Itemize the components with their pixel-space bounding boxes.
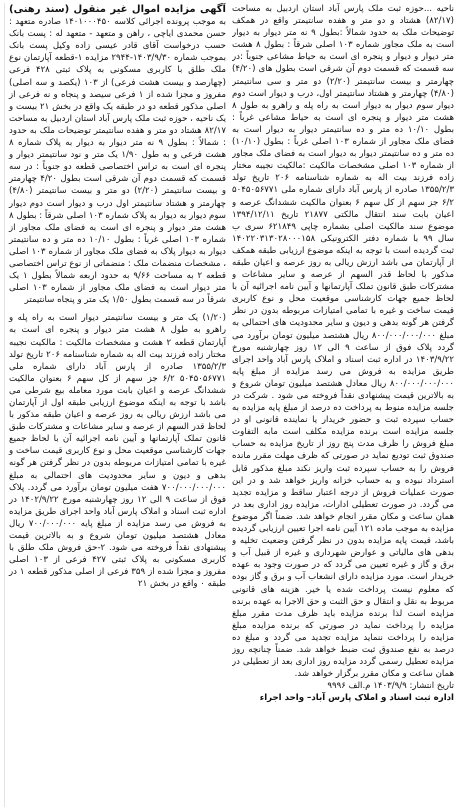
notice-intro-paragraph: [9, 3, 226, 306]
notice-body-left: ناحیه ...حوزه ثبت ملک پارس آباد استان اردبیل به مساحت (۸۲/۱۷) هشتاد و دو متر و هفده سانتیمتر واقع در همکف توضیحات ملک به حدود شمالاً :بطول ۹ نه متر دیوار به دیوار است به ملک مجاور شماره ۱۰۳ اصلی شرقاً : بطول ۸ هشت متر دیوار و دیوار و پنجره ای است به حیاط مشاعی جنوباً :در سه قسمت که قسمت دوم آن شرقی است بطول های (۴/۲۰) چهارمتر و بیست سانتیمتر (۲/۲۰) دو متر و سی سانتیمتر (۴/۸۰) چهارمتر و هشتاد سانتیمتر اول، درب و دیوار است دوم دیوار سوم دیوار به دیوار است به راه پله و راهرو به طول ۸ هشت متر دیوار و پنجره ای است به حیاط مشاعی غرباً : بطول ۱۰/۱۰ ده متر و ده سانتیمتر دیوار به دیوار است به فضای ملک مجاور از شماره ۱۰۳ اصلی غرباً : بطول (۱۰/۱۰) ده متر و ده سانتیمتر دیوار به دیوار است به فضای ملک مجاور از شماره ۱۰۳ اصلی مشخصات مالکیت :مالکیت نجیبه مختار زاده فرزند بیت اله به شماره شناسنامه ۲۰۶ تاریخ تولد ۱۳۵۵/۲/۳ صادره از پارس آباد دارای شماره ملی ۵۰۴۵۰۵۶۷۷۱ ۶/۲ جز سهم از کل سهم ۶ بعنوان مالکیت ششدانگ عرصه و اعیان بابت سند انتقال مالکتی ۲۱۸۷۷ تاریخ ۱۳۹۴/۱۲/۱۱ موضوع سند مالکیت اصلی بشماره چاپی ۶۲۱۸۴۹ سری ب سال ۹۹ با شماره دفتر الکترونیکی ۱۴۰۲۲۰۳۱۳۰۲۸۰۰۰۱۵۸ ثبت گردیده است با توجه به اینکه موضوع ارزیابی طبقه همکف از آپارتمان می باشد ارزش ریالی به روز عرصه و اعیان طبقه مذکور با لحاظ قدر السهم از عرصه و سایر مشاعات و مشترکات طبق قانون تملک آپارتمانها و آیین نامه اجرائیه آن با لحاظ جمیع جهات کارشناسی موقعیت محل و نوع کاربری قیمت ساخت و غیره با تمامی امتیازات مربوطه بدون در نظر گرفتن هر گونه بدهی و دیون و سایر محدودیت های احتمالی به مبلغ ۸۰۰/۰۰۰/۰۰۰/۰۰۰ ریال هشتصد میلیون تومان برآورد می گردد پلاک فوق از ساعت ۹ الی ۱۲ روز چهارشنبه مورخ ۱۴۰۳/۹/۲۲ در اداره ثبت اسناد و املاک پارس آباد واحد اجرای طریق مزایده به فروش می رسد مزایده از مبلغ پایه ۸۰۰/۰۰۰/۰۰۰/۰۰۰ ریال معادل هشتصد میلیون تومان شروع و به بالاترین قیمت پیشنهادی نقداً فروخته می شود . شرکت در جلسه مزایده منوط به پرداخت ده درصد از مبلغ پایه مزایده به حساب سپرده ثبت و حضور خریدار یا نماینده قانونی او در جلسه مزایده است برنده مزایده مکلف است مابه التفاوت مبلغ فروش را ظرف مدت پنج روز از تاریخ مزایده به حساب صندوق ثبت تودیع نماید در صورتی که ظرف مهلت مقرر مانده فروش را به حساب سپرده ثبت واریز نکند مبلغ مذکور قابل استرداد نبوده و به حساب خزانه واریز خواهد شد و در این صورت عملیات فروش از درجه اعتبار ساقط و مزایده تجدید می گردد. در صورت تعطیلی ادارات، مزایده روز اداری بعد در همان ساعت و مکان مقرر انجام خواهد شد. ضمناً اگر موضوع مزایده به موجب ماده ۱۲۱ آیین نامه اجرا تعیین ارزیابی گردیده باشد، قیمت پایه مزایده بدون در نظر گرفتن وضعیت تخلیه و بدهی های مالیاتی و عوارض شهرداری و غیره از قبیل آب و برق و گاز و غیره تعیین می گردد که در صورت وجود به عهده خریدار است. مورد مزایده دارای انشعاب آب و برق و گاز بوده که معلوم نیست پرداخت شده یا خیر. هزینه های قانونی مربوط به نقل و انتقال و حق الثبت و حق الاجرا به عهده برنده مزایده است لذا برنده مزایده باید ظرف مدت مقرر مبلغ مزایده را پرداخت نماید در صورتی که برنده مزایده مبلغ مزایده را پرداخت ننماید مزایده تجدید می گردد و مبلغ ده درصد به نفع صندوق ثبت ضبط خواهد شد. ضمناً چنانچه روز مزایده تعطیل رسمی گردد مزایده روز اداری بعد از تعطیلی در همان ساعت و مکان مقرر برگزار خواهد شد.: [232, 4, 454, 680]
notice-title: آگهی مزایده اموال غیر منقول (سند رهنی): [9, 4, 226, 15]
notice-left-column: [232, 3, 454, 807]
notice-date-line: تاریخ انتشار: ۱۴۰۳/۹/۹ م.الف ۹۹۹۶: [327, 681, 454, 692]
notice-right-column: [4, 3, 226, 807]
notice-body-right-2: (۱/۲۰) یک متر و بیست سانتیمتر دیوار است به راه پله و راهرو به طول ۸ هشت متر دیوار و پنجره ای است به آپارتمان قطعه ۲ هشت و مشخصات مالکیت : مالکیت نجیبه مختار زاده فرزند بیت اله به شماره شناسنامه ۲۰۶ تاریخ تولد ۱۳۵۵/۲/۳ صادره از پارس آباد دارای شماره ملی ۵۰۴۵۰۵۶۷۷۱ ۶/۲ جز سهم از کل سهم ۶ بعنوان مالکیت ششدانگ عرصه و اعیان بابت مورد معامله بیع شرطی می باشد با توجه به اینکه موضوع ارزیابی طبقه اول از آپارتمان می باشد ارزش ریالی به روز عرصه و اعیان طبقه مذکور با لحاظ قدر السهم از عرصه و سایر مشاعات و مشترکات طبق قانون تملک آپارتمانها و آیین نامه اجرائیه آن با لحاظ جمیع جهات کارشناسی موقعیت محل و نوع کاربری قیمت ساخت و غیره با تمامی امتیازات مربوطه بدون در نظر گرفتن هر گونه بدهی و دیون و سایر محدودیت های احتمالی به مبلغ ۷۰۰/۰۰۰/۰۰۰/۰۰۰ هفت میلیون تومان برآورد می گردد. پلاک فوق از ساعت ۹ الی ۱۲ روز چهارشنبه مورخ ۱۴۰۲/۹/۲۲ در اداره ثبت اسناد و املاک پارس آباد واحد اجرای طریق مزایده به فروش می رسد مزایده از مبلغ پایه ۷۰۰/۰۰۰/۰۰۰ ریال معادل هشتصد میلیون تومان شروع و به بالاترین قیمت پیشنهادی نقداً فروخته می شود. ۲-حق فروش ملک طلق با کاربری مسکونی به پلاک ثبتی ۴۲۷ فرعی از ۱۰۳ اصلی مفروز و مجزا شده از ۳۵۹ فرعی از اصلی مذکور قطعه ۱ در طبقه ۰ واقع در بخش ۲۱: [9, 313, 226, 590]
notice-signature: اداره ثبت اسناد و املاک پارس آباد– واحد اجراء: [259, 693, 454, 704]
notice-continued-paragraph: [232, 3, 454, 680]
notice-second-paragraph: [9, 312, 226, 590]
notice-body-right: به موجب پرونده اجرائی کلاسه ۱۴۰۱۰۰۰۴۵۰ صادره متعهد : حسن محمدی ایاچی ، راهن و متعهد - متعهد له : پست بانک حسب درخواست آقای قادر عیسی زاده وکیل پست بانک بموجب شماره ۱۴۰۳/۹/۳۰-۲۹۴۴ مزایده ۱-قطعه آپارتمان نوع ملک طلق با کاربری مسکونی به پلاک ثبتی ۴۲۸ فرعی (چهارصد و بیست هشت فرعی) از ۱۰۳ (یکصد و سه اصلی) مفروز و مجزا شده از ۱ فرعی سیصد و پنجاه و نه فرعی از اصلی مذکور قطعه دو در طبقه یک واقع در بخش ۲۱ بیست و یک ناحیه ، حوزه ثبت ملک پارس آباد استان اردبیل به مساحت ۸۲/۱۷ هشتاد دو متر و هفده سانتیمتر توضیحات ملک به حدود : شمالاً : بطول ۹ نه متر دیوار به دیوار به پلاک شماره ۸ هشت فرعی و به طول ۱/۹۰ یک متر و نود سانتیمتر دیوار و پنجره ای است به تراس اختصاصی قطعه دو جنوباً : در سه قسمت که قسمت دوم آن شرقی است بطول ۴/۲۰ چهارمتر و بیست سانتیمتر (۲/۲۰) دو متر و بیست سانتیمتر (۴/۸۰) چهارمتر و هشتاد سانتیمتر اول درب و دیوار است دوم دیوار سوم دیوار به دیوار به پلاک شماره ۱۰۳ اصلی شرقاً : بطول ۸ هشت متر دیوار و پنجره ای است به فضای ملک مجاور از شماره ۱۰۳ اصلی غرباً : بطول ۱۰/۱۰ ده متر و ده سانتیمتر دیوار به دیوار پلاک به فضای ملک مجاور از شماره ۱۰۳ اصلی ، مشخصات منضمات ملک : منضماتی از نوع تراس اختصاصی قطعه ۲ به مساحت ۹/۶۶ به حدود اربعه شمالاً بطول ۱ یک متر دیوار است به فضای ملک مجاور از شماره ۱۰۳ اصلی شرقاً در سه قسمت بطول ۱/۵۰ یک متر و پنجاه سانتیمتر: [9, 17, 226, 306]
